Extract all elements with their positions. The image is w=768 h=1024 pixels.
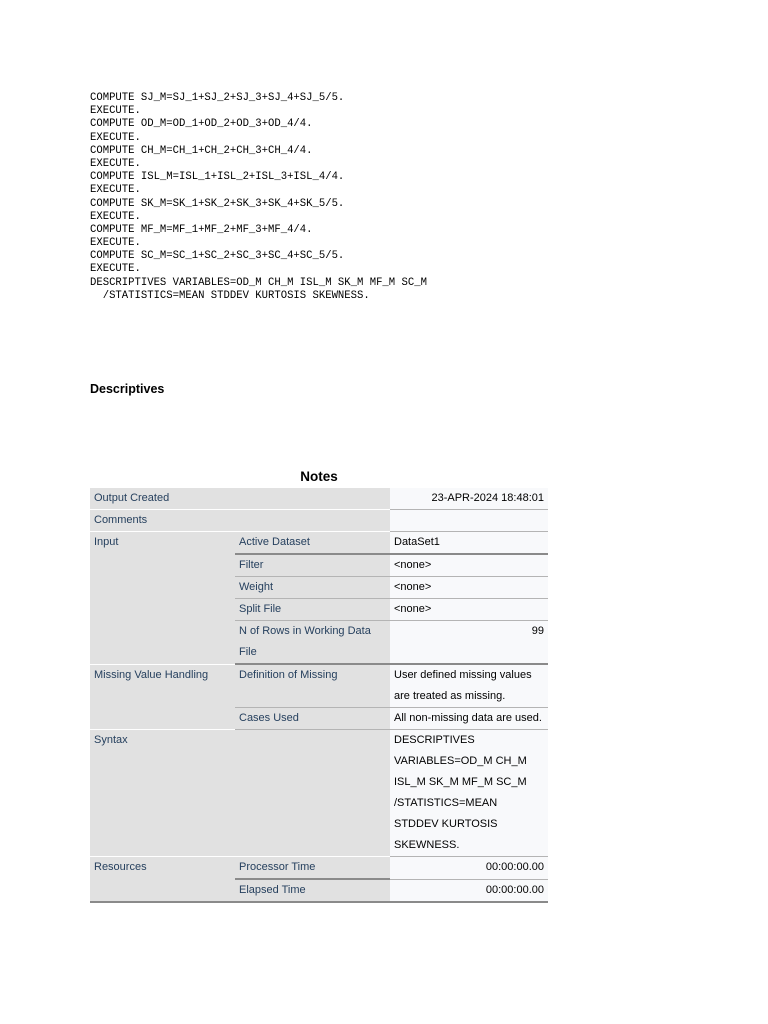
syntax-line: COMPUTE SC_M=SC_1+SC_2+SC_3+SC_4+SC_5/5. — [90, 250, 345, 263]
split-file-value: <none> — [390, 599, 548, 621]
syntax-line: COMPUTE SJ_M=SJ_1+SJ_2+SJ_3+SJ_4+SJ_5/5. — [90, 92, 345, 104]
table-row — [90, 730, 548, 857]
syntax-line: /STATISTICS=MEAN STDDEV KURTOSIS SKEWNESS. — [90, 289, 370, 302]
table-row — [90, 488, 548, 510]
row-label-syntax: Syntax — [90, 730, 390, 857]
syntax-line: EXECUTE. — [90, 237, 141, 250]
notes-table — [90, 488, 548, 903]
syntax-line: COMPUTE SK_M=SK_1+SK_2+SK_3+SK_4+SK_5/5. — [90, 197, 345, 210]
elapsed-time-value: 00:00:00.00 — [390, 879, 548, 902]
table-row — [90, 532, 548, 555]
table-row — [90, 510, 548, 532]
table-row — [90, 664, 548, 708]
cases-used-value: All non-missing data are used. — [390, 708, 548, 730]
row-label-resources: Resources — [90, 857, 235, 903]
syntax-line: EXECUTE. — [90, 263, 141, 276]
syntax-line: EXECUTE. — [90, 184, 141, 197]
row-label-comments: Comments — [90, 510, 390, 532]
row-label-weight: Weight — [235, 577, 390, 599]
row-label-elapsed-time: Elapsed Time — [235, 879, 390, 902]
output-created-value: 23-APR-2024 18:48:01 — [390, 488, 548, 510]
n-rows-value: 99 — [390, 621, 548, 665]
syntax-line: COMPUTE ISL_M=ISL_1+ISL_2+ISL_3+ISL_4/4. — [90, 171, 345, 184]
definition-of-missing-value: User defined missing values are treated as missing. — [390, 664, 548, 708]
notes-table-title: Notes — [300, 469, 338, 484]
syntax-line: EXECUTE. — [90, 157, 141, 170]
syntax-log — [90, 92, 427, 303]
row-label-input: Input — [90, 532, 235, 665]
syntax-line: COMPUTE MF_M=MF_1+MF_2+MF_3+MF_4/4. — [90, 223, 313, 236]
processor-time-value: 00:00:00.00 — [390, 857, 548, 880]
row-label-filter: Filter — [235, 554, 390, 577]
syntax-line: COMPUTE OD_M=OD_1+OD_2+OD_3+OD_4/4. — [90, 118, 313, 131]
section-heading: Descriptives — [90, 382, 165, 396]
row-label-n-rows: N of Rows in Working Data File — [235, 621, 390, 665]
row-label-missing-value-handling: Missing Value Handling — [90, 664, 235, 730]
syntax-line: COMPUTE CH_M=CH_1+CH_2+CH_3+CH_4/4. — [90, 144, 313, 157]
row-label-cases-used: Cases Used — [235, 708, 390, 730]
row-label-output-created: Output Created — [90, 488, 390, 510]
active-dataset-value: DataSet1 — [390, 532, 548, 555]
syntax-line: EXECUTE. — [90, 131, 141, 144]
table-row — [90, 857, 548, 880]
weight-value: <none> — [390, 577, 548, 599]
filter-value: <none> — [390, 554, 548, 577]
syntax-line: EXECUTE. — [90, 105, 141, 118]
row-label-split-file: Split File — [235, 599, 390, 621]
syntax-value: DESCRIPTIVES VARIABLES=OD_M CH_M ISL_M SK_M MF_M SC_M /STATISTICS=MEAN STDDEV KURTOSIS SKEWNESS. — [390, 730, 548, 857]
row-label-processor-time: Processor Time — [235, 857, 390, 880]
syntax-line: DESCRIPTIVES VARIABLES=OD_M CH_M ISL_M SK_M MF_M SC_M — [90, 276, 427, 289]
comments-value — [390, 510, 548, 532]
row-label-definition-of-missing: Definition of Missing — [235, 664, 390, 708]
row-label-active-dataset: Active Dataset — [235, 532, 390, 555]
syntax-line: EXECUTE. — [90, 210, 141, 223]
